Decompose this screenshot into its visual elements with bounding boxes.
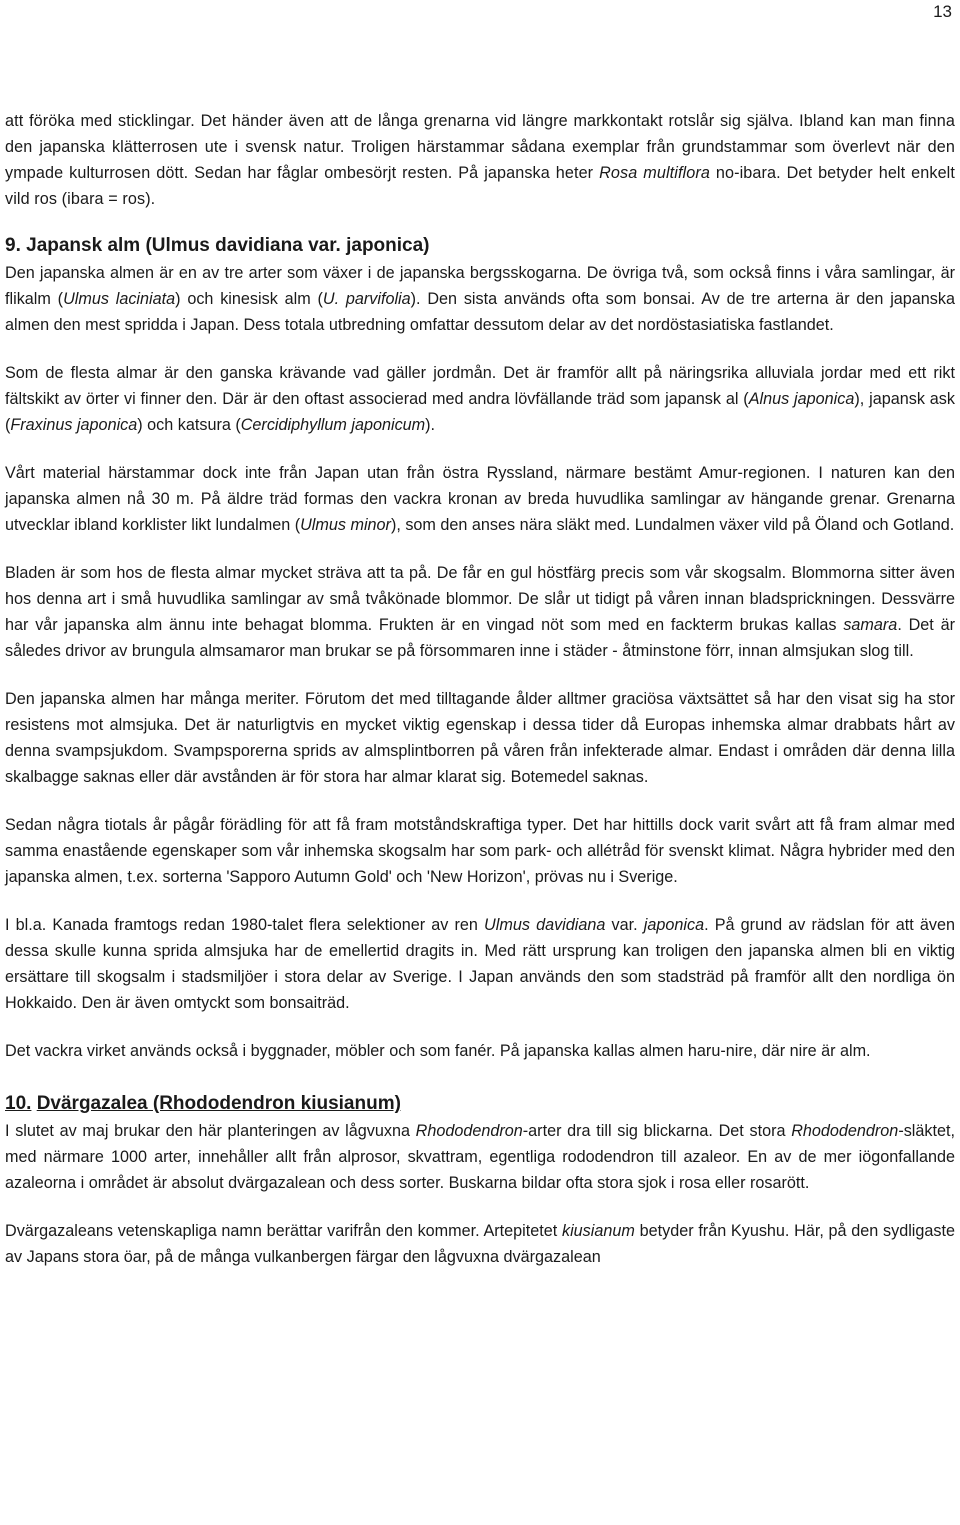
species-name: Alnus japonica [748, 390, 855, 408]
section-9-paragraph-5: Den japanska almen har många meriter. Förutom det med tilltagande ålder alltmer graciösa växtsättet så har den visat sig ha stor resistens mot almsjuka. Det är naturligtvis en mycket viktig egenskap i dessa tider då Europas inhemska almar drabbats hårt av denna svampsjukdom. Svampsporerna sprids av almsplintborren på våren från infekterade almar. Endast i områden där denna lilla skalbagge saknas eller där avstånden är för stora har almar klarat sig. Botemedel saknas. [5, 690, 955, 786]
section-9-heading: 9. Japansk alm (Ulmus davidiana var. japonica) [5, 235, 430, 256]
text-run: . Det är således drivor av brungula almsamaror man brukar se på försommaren inne i städer - åtminstone förr, innan almsjukan slog till. [5, 616, 956, 660]
text-run: I bl.a. Kanada framtogs redan 1980-talet flera selektioner av ren [5, 916, 485, 934]
species-name: Ulmus davidiana [484, 916, 606, 934]
text-run: Dvärgazaleans vetenskapliga namn berättar varifrån den kommer. Artepitetet [5, 1222, 562, 1240]
section-9-paragraph-4 [5, 560, 955, 664]
species-name: U. parvifolia [322, 290, 411, 308]
section-10-paragraph-1 [5, 1118, 955, 1196]
section-9-paragraph-8: Det vackra virket används också i byggnader, möbler och som fanér. På japanska kallas almen haru-nire, där nire är alm. [5, 1042, 871, 1060]
section-9-paragraph-2 [5, 360, 955, 438]
section-title: Dvärgazalea (Rhododendron kiusianum) [36, 1093, 401, 1114]
text-run: Som de flesta almar är den ganska krävande vad gäller jordmån. Det är framför allt på näringsrika alluviala jordar med ett rikt fältskikt av örter vi finner den. Där är den oftast associerad med andra lövfällande träd som japansk al ( [5, 364, 955, 408]
section-10-heading [5, 1090, 955, 1118]
section-9-paragraph-7 [5, 912, 955, 1016]
text-run: ) och katsura ( [137, 416, 241, 434]
section-number: 10. [5, 1093, 32, 1114]
text-run: ). [425, 416, 436, 434]
epithet: kiusianum [561, 1222, 635, 1240]
text-run: . På grund av rädslan för att även dessa skulle kunna sprida almsjuka har de emellertid dragits in. Med rätt ursprung kan troligen den japanska almen bli en viktig ersättare till skogsalm i stadsmiljöer i stora delar av Sverige. I Japan används den som stadsträd på framför allt den nordliga ön Hokkaido. Den är även omtyckt som bonsaiträd. [5, 916, 956, 1012]
term: samara [843, 616, 898, 634]
text-run: I slutet av maj brukar den här planteringen av lågvuxna [5, 1122, 416, 1140]
intro-paragraph [5, 108, 955, 212]
text-run: -arter dra till sig blickarna. Det stora [522, 1122, 792, 1140]
document-body [5, 108, 955, 1270]
text-run: ) och kinesisk alm ( [175, 290, 323, 308]
species-name: Rosa multiflora [599, 164, 710, 182]
text-run: att föröka med sticklingar. Det händer även att de långa grenarna vid längre markkontakt rotslår sig själva. Ibland kan man finna den japanska klätterrosen ute i svensk natur. Troligen härstammar sådana exemplar från grundstammar som överlevt när den ympade kulturrosen dött. Sedan har fåglar ombesörjt resten. På japanska heter [5, 112, 955, 182]
text-run: Bladen är som hos de flesta almar mycket sträva att ta på. De får en gul höstfärg precis som vår skogsalm. Blommorna sitter även hos denna art i små huvudlika samlingar av små tvåkönade blommor. De slår ut tidigt på våren innan bladsprickningen. Dessvärre har vår japanska alm ännu inte behagat blomma. Frukten är en vingad nöt som med en fackterm brukas kallas [5, 564, 955, 634]
genus-name: Rhododendron [415, 1122, 523, 1140]
section-9-paragraph-3 [5, 460, 955, 538]
section-10-paragraph-2 [5, 1218, 955, 1270]
species-name: Ulmus minor [300, 516, 391, 534]
text-run: Den japanska almen är en av tre arter som växer i de japanska bergsskogarna. De övriga två, som också finns i våra samlingar, är flikalm ( [5, 264, 955, 308]
species-name: Fraxinus japonica [10, 416, 138, 434]
text-run: var. [605, 916, 644, 934]
text-run: Vårt material härstammar dock inte från Japan utan från östra Ryssland, närmare bestämt Amur-regionen. I naturen kan den japanska almen nå 30 m. På äldre träd formas den vackra kronan av breda huvudlika samlingar av hängande grenar. Grenarna utvecklar ibland korklister likt lundalmen ( [5, 464, 955, 534]
text-run: ). Den sista används ofta som bonsai. Av de tre arterna är den japanska almen den mest spridda i Japan. Dess totala utbredning omfattar dessutom delar av det nordöstasiatiska fastlandet. [5, 290, 955, 334]
text-run: betyder från Kyushu. Här, på den sydligaste av Japans stora öar, på de många vulkanbergen färgar den lågvuxna dvärgazalean [5, 1222, 955, 1266]
text-run: ), som den anses nära släkt med. Lundalmen växer vild på Öland och Gotland. [390, 516, 955, 534]
species-name: Ulmus laciniata [63, 290, 176, 308]
genus-name: Rhododendron [791, 1122, 899, 1140]
section-9-paragraph-1 [5, 260, 955, 338]
text-run: -släktet, med närmare 1000 arter, innehåller allt från alprosor, skvattram, egentliga rododendron till azaleor. En av de mer iögonfallande azaleorna i området är absolut dvärgazalean och dess sorter. Buskarna bildar ofta stora sjok i rosa eller rosarött. [5, 1122, 955, 1192]
text-run: ), japansk ask ( [5, 390, 955, 434]
text-run: no-ibara. Det betyder helt enkelt vild ros (ibara = ros). [5, 164, 955, 208]
species-name: Cercidiphyllum japonicum [240, 416, 426, 434]
page-number: 13 [933, 2, 952, 21]
species-name: japonica [643, 916, 705, 934]
section-9-paragraph-6: Sedan några tiotals år pågår förädling för att få fram motståndskraftiga typer. Det har hittills dock varit svårt att få fram almar med samma enastående egenskaper som vår inhemska skogsalm har som park- och allétråd för svenskt klimat. Några hybrider med den japanska almen, t.ex. sorterna 'Sapporo Autumn Gold' och 'New Horizon', prövas nu i Sverige. [5, 816, 955, 886]
